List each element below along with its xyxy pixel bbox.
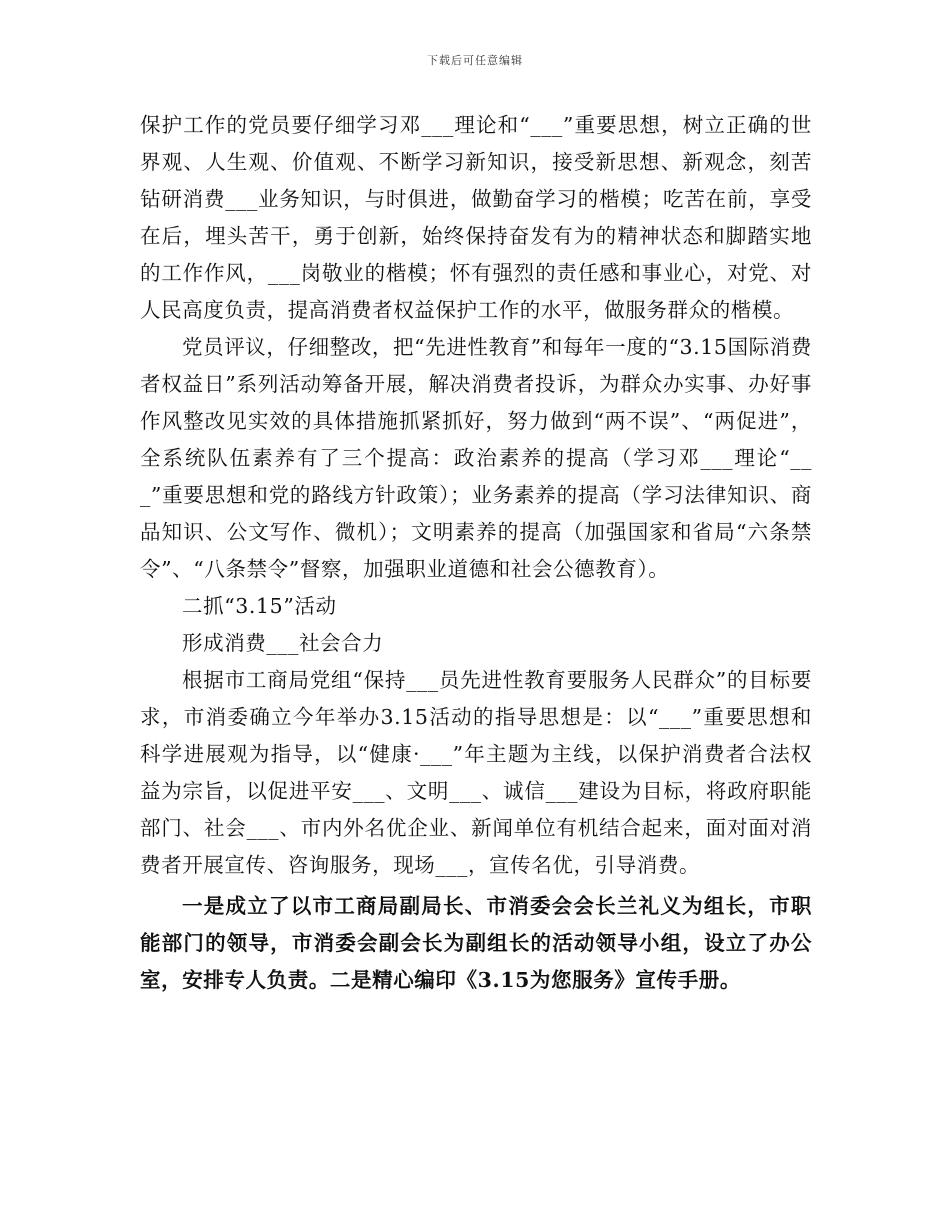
paragraph-bold-measures: 一是成立了以市工商局副局长、市消委会会长兰礼义为组长，市职能部门的领导，市消委会副会长为副组长的活动领导小组，设立了办公室，安排专人负责。二是精心编印《3.15为您服务》宣传手册。: [140, 894, 812, 992]
page-header: 下载后可任意编辑: [427, 54, 523, 67]
paragraph-continuation: 保护工作的党员要仔细学习邓___理论和“___”重要思想，树立正确的世界观、人生观、价值观、不断学习新知识，接受新思想、新观念，刻苦钻研消费___业务知识，与时俱进，做勤奋学习的楷模；吃苦在前，享受在后，埋头苦干，勇于创新，始终保持奋发有为的精神状态和脚踏实地的工作作风，___岗敬业的楷模；怀有强烈的责任感和事业心，对党、对人民高度负责，提高消费者权益保护工作的水平，做服务群众的楷模。: [140, 113, 812, 322]
document-body: [140, 107, 812, 999]
paragraph-guiding-thought: 根据市工商局党组“保持___员先进性教育要服务人民群众”的目标要求，市消委确立今年举办3.15活动的指导思想是：以“___”重要思想和科学进展观为指导，以“健康·___”年主题为主线，以保护消费者合法权益为宗旨，以促进平安___、文明___、诚信___建设为目标，将政府职能部门、社会___、市内外名优企业、新闻单位有机结合起来，面对面对消费者开展宣传、咨询服务，现场___，宣传名优，引导消费。: [140, 668, 812, 877]
section-heading-315: 二抓“3.15”活动: [182, 594, 337, 618]
section-subheading: 形成消费___社会合力: [182, 631, 384, 655]
paragraph-party-review: 党员评议，仔细整改，把“先进性教育”和每年一度的“3.15国际消费者权益日”系列活动筹备开展，解决消费者投诉，为群众办实事、办好事作风整改见实效的具体措施抓紧抓好，努力做到“两不误”、“两促进”，全系统队伍素养有了三个提高：政治素养的提高（学习邓___理论“___”重要思想和党的路线方针政策）；业务素养的提高（学习法律知识、商品知识、公文写作、微机）；文明素养的提高（加强国家和省局“六条禁令”、“八条禁令”督察，加强职业道德和社会公德教育）。: [140, 335, 812, 581]
